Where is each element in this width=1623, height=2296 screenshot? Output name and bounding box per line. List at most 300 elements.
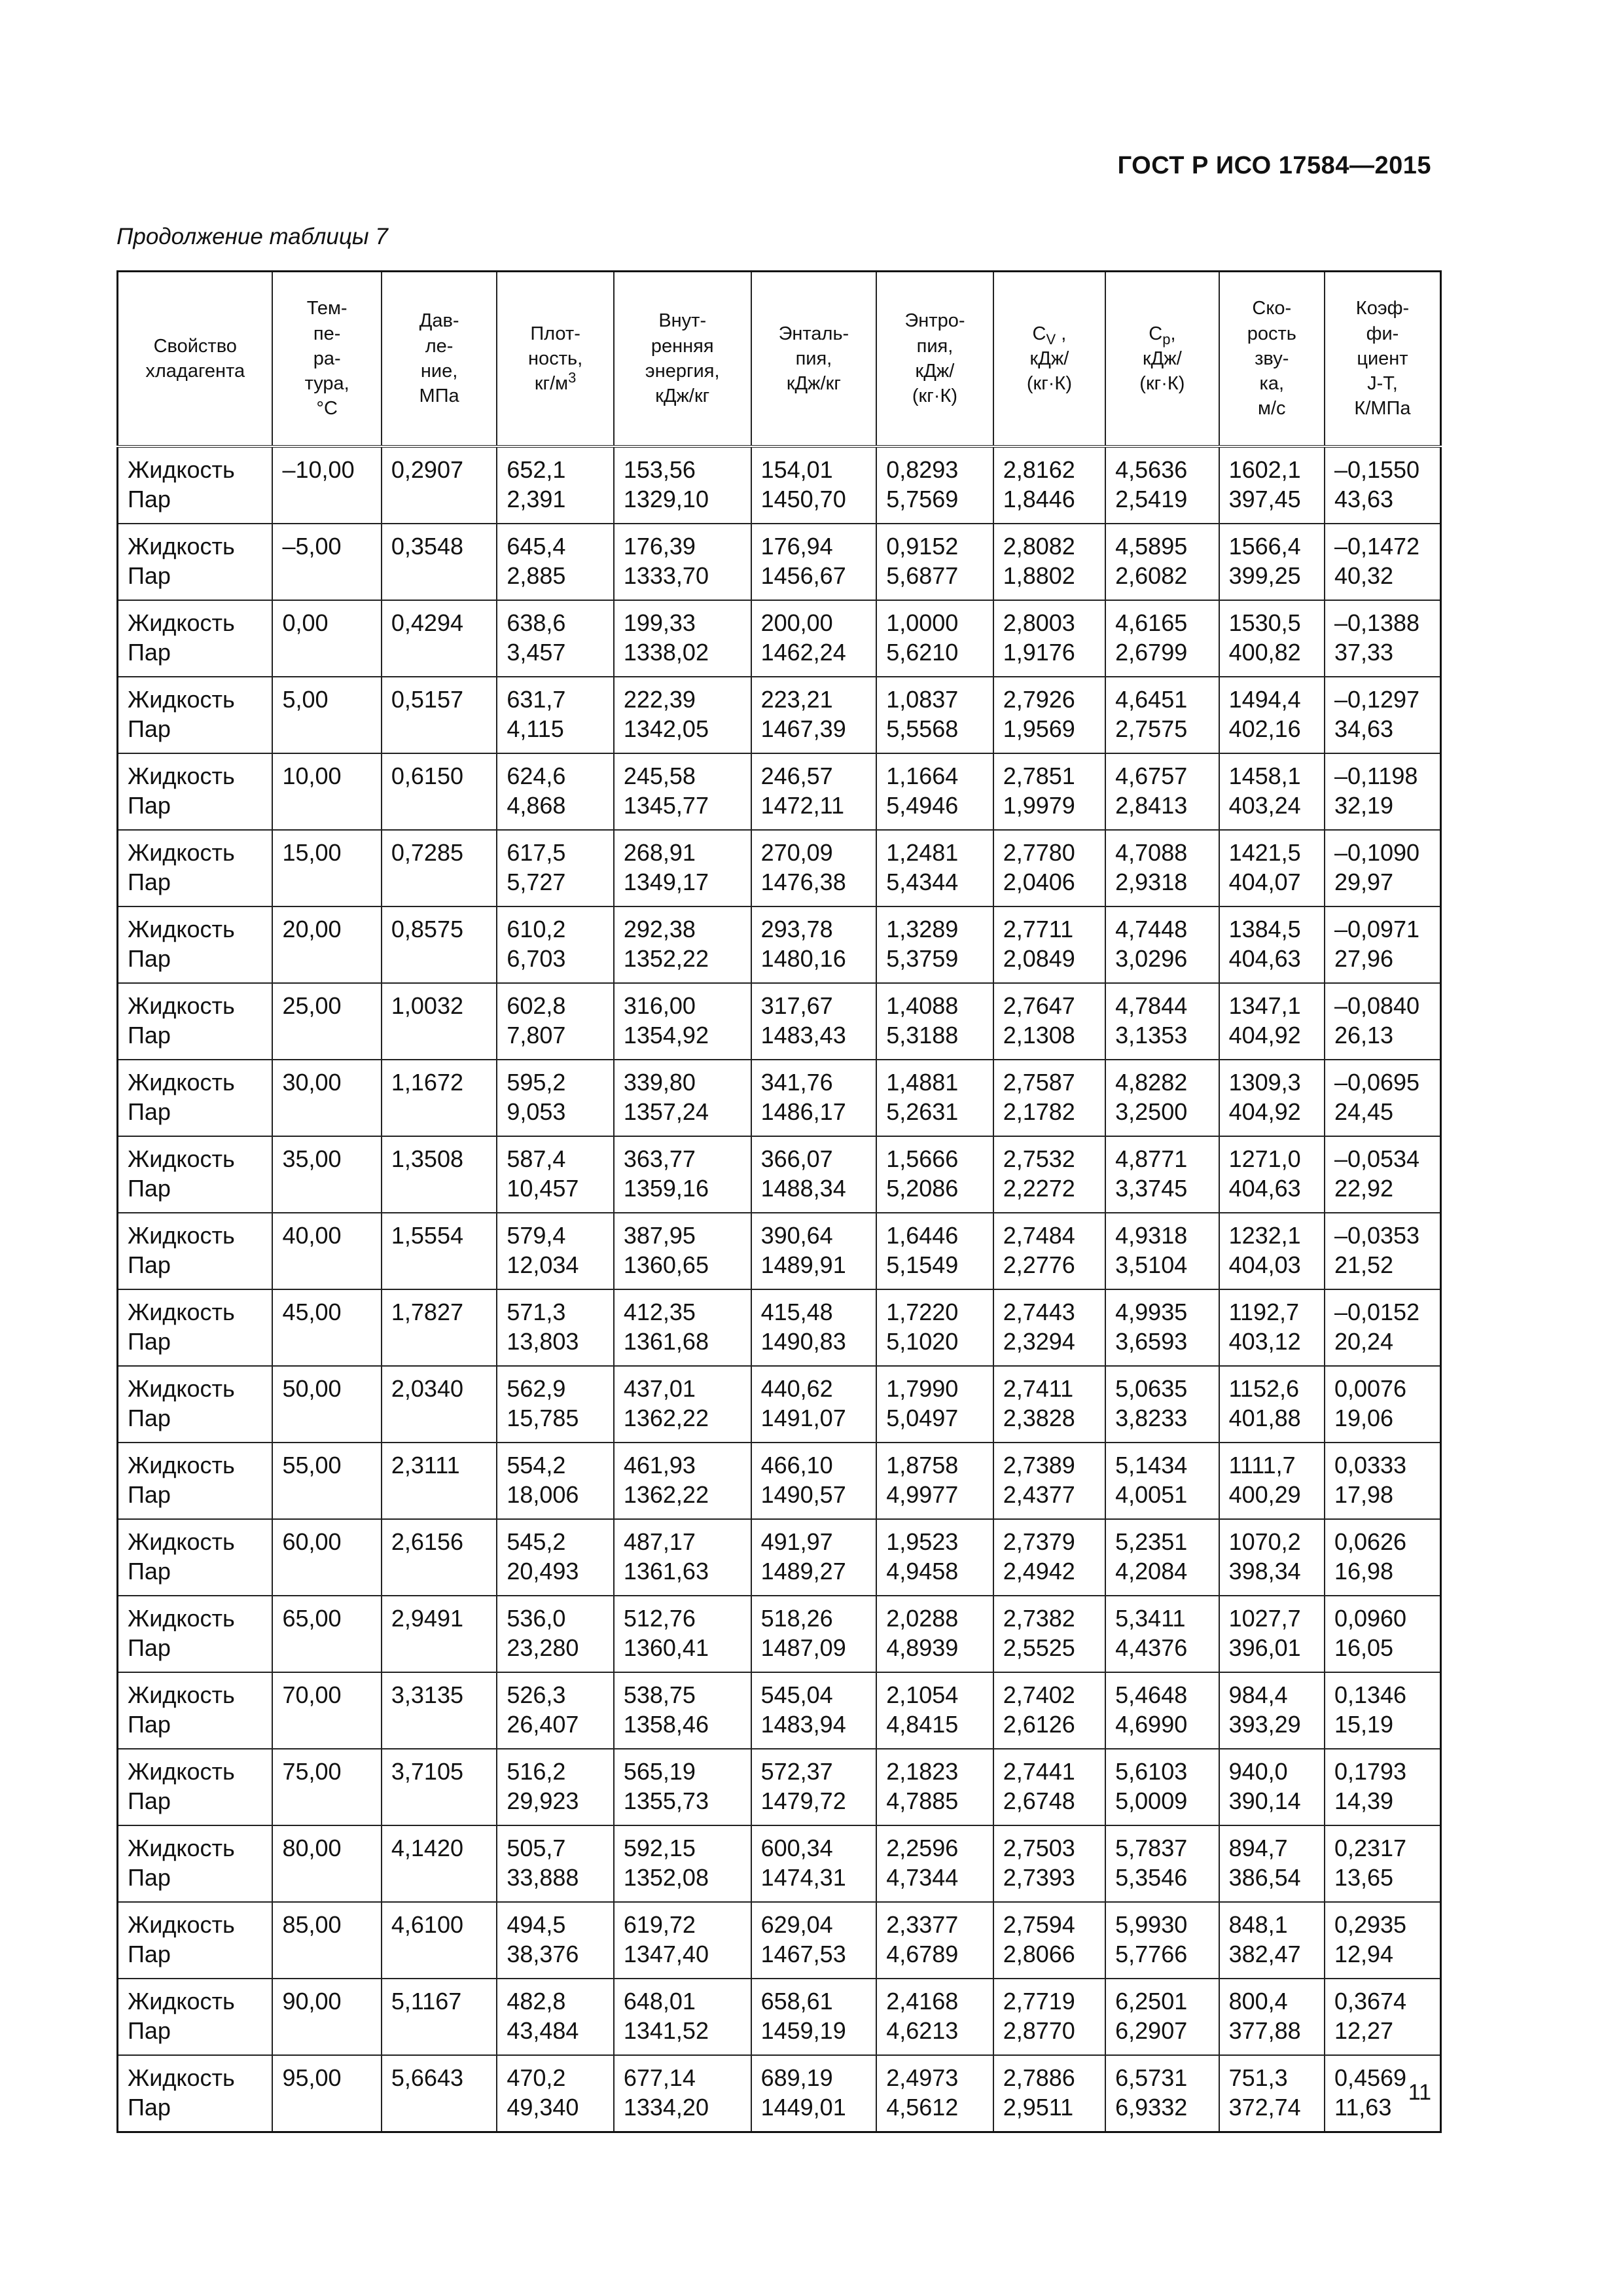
cell-internal-energy xyxy=(614,1672,751,1749)
value-vapor: 1483,43 xyxy=(760,1022,846,1049)
column-header-cv xyxy=(993,272,1105,447)
cell-cp xyxy=(1105,1825,1219,1902)
value-vapor: 1490,83 xyxy=(760,1328,846,1355)
value-liquid: 491,97 xyxy=(760,1528,833,1555)
value-liquid: 4,7844 xyxy=(1115,992,1188,1019)
value-liquid: 270,09 xyxy=(760,839,833,866)
value-vapor: 29,923 xyxy=(507,1787,579,1814)
value-vapor: 403,24 xyxy=(1228,792,1301,819)
value-liquid: 461,93 xyxy=(623,1452,696,1479)
cell-cp xyxy=(1105,677,1219,753)
column-symbol xyxy=(1109,321,1215,346)
cell-temperature: 80,00 xyxy=(272,1825,381,1902)
cell-property xyxy=(118,2055,273,2132)
value-vapor: 1472,11 xyxy=(760,792,845,819)
value-liquid: 1,7990 xyxy=(886,1375,959,1402)
value-liquid: 1530,5 xyxy=(1228,609,1301,636)
cell-temperature: –5,00 xyxy=(272,524,381,600)
cell-sound-speed xyxy=(1219,1902,1325,1979)
unit-line xyxy=(500,371,611,396)
value-vapor: 9,053 xyxy=(507,1098,566,1125)
cell-cv xyxy=(993,983,1105,1060)
header-line: тура, xyxy=(304,373,349,395)
label-vapor: Пар xyxy=(128,869,171,895)
value-liquid: 2,7851 xyxy=(1003,762,1075,789)
cell-sound-speed xyxy=(1219,906,1325,983)
cell-cv xyxy=(993,1213,1105,1289)
value-vapor: 5,2086 xyxy=(886,1175,959,1202)
value-vapor: 4,6213 xyxy=(886,2017,959,2044)
value-liquid: 1232,1 xyxy=(1228,1222,1301,1249)
cell-cp xyxy=(1105,983,1219,1060)
cell-property xyxy=(118,446,273,524)
cell-cv xyxy=(993,1060,1105,1136)
value-vapor: 393,29 xyxy=(1228,1711,1301,1738)
cell-internal-energy xyxy=(614,600,751,677)
value-liquid: 5,9930 xyxy=(1115,1911,1188,1938)
value-vapor: 1,9176 xyxy=(1003,639,1075,666)
cell-jt-coefficient xyxy=(1325,1596,1441,1672)
cell-density xyxy=(497,1672,614,1749)
value-liquid: 1,6446 xyxy=(886,1222,959,1249)
value-vapor: 1479,72 xyxy=(760,1787,846,1814)
cell-entropy xyxy=(876,1289,993,1366)
value-vapor: 14,39 xyxy=(1334,1787,1394,1814)
label-vapor: Пар xyxy=(128,562,171,589)
label-liquid: Жидкость xyxy=(128,1681,235,1708)
value-liquid: 1,4088 xyxy=(886,992,959,1019)
cell-internal-energy xyxy=(614,1213,751,1289)
header-line: Энтро- xyxy=(904,310,965,332)
value-liquid: 538,75 xyxy=(623,1681,696,1708)
value-liquid: 638,6 xyxy=(507,609,566,636)
cell-pressure: 1,5554 xyxy=(382,1213,497,1289)
cell-sound-speed xyxy=(1219,830,1325,906)
value-vapor: 19,06 xyxy=(1334,1405,1394,1431)
value-liquid: 4,6451 xyxy=(1115,686,1188,713)
cell-density xyxy=(497,1060,614,1136)
label-vapor: Пар xyxy=(128,1711,171,1738)
value-vapor: 1333,70 xyxy=(623,562,709,589)
label-liquid: Жидкость xyxy=(128,1452,235,1479)
cell-internal-energy xyxy=(614,1443,751,1519)
cell-entropy xyxy=(876,1596,993,1672)
value-liquid: –0,0840 xyxy=(1334,992,1420,1019)
value-vapor: 5,3759 xyxy=(886,945,959,972)
cell-temperature: 20,00 xyxy=(272,906,381,983)
label-liquid: Жидкость xyxy=(128,2064,235,2091)
cell-pressure: 2,6156 xyxy=(382,1519,497,1596)
value-liquid: 645,4 xyxy=(507,533,566,560)
value-vapor: 399,25 xyxy=(1228,562,1301,589)
cell-internal-energy xyxy=(614,524,751,600)
cell-sound-speed xyxy=(1219,1289,1325,1366)
value-liquid: 562,9 xyxy=(507,1375,566,1402)
value-vapor: 1489,91 xyxy=(760,1251,846,1278)
cell-sound-speed xyxy=(1219,1443,1325,1519)
value-liquid: 154,01 xyxy=(760,456,833,483)
value-vapor: 5,3188 xyxy=(886,1022,959,1049)
column-header-cp xyxy=(1105,272,1219,447)
value-liquid: 518,26 xyxy=(760,1605,833,1632)
value-liquid: 579,4 xyxy=(507,1222,566,1249)
label-vapor: Пар xyxy=(128,1787,171,1814)
cell-cp xyxy=(1105,1060,1219,1136)
value-vapor: 2,8413 xyxy=(1115,792,1188,819)
value-liquid: 1421,5 xyxy=(1228,839,1301,866)
value-liquid: 2,7443 xyxy=(1003,1299,1075,1325)
value-vapor: 32,19 xyxy=(1334,792,1394,819)
label-liquid: Жидкость xyxy=(128,1299,235,1325)
cell-density xyxy=(497,1979,614,2055)
label-liquid: Жидкость xyxy=(128,1069,235,1096)
header-line: циент xyxy=(1357,348,1408,369)
cell-temperature: 70,00 xyxy=(272,1672,381,1749)
value-vapor: 3,2500 xyxy=(1115,1098,1188,1125)
value-liquid: 199,33 xyxy=(623,609,696,636)
value-liquid: 440,62 xyxy=(760,1375,833,1402)
value-liquid: 0,0626 xyxy=(1334,1528,1407,1555)
value-liquid: 631,7 xyxy=(507,686,566,713)
value-liquid: 2,7379 xyxy=(1003,1528,1075,1555)
header-line: энергия, xyxy=(645,361,720,382)
value-vapor: 6,2907 xyxy=(1115,2017,1188,2044)
cell-cp xyxy=(1105,1366,1219,1443)
cell-sound-speed xyxy=(1219,1366,1325,1443)
cell-enthalpy xyxy=(751,600,877,677)
table-row xyxy=(118,1672,1441,1749)
cell-cv xyxy=(993,2055,1105,2132)
label-vapor: Пар xyxy=(128,1864,171,1891)
value-liquid: 292,38 xyxy=(623,916,696,942)
cell-property xyxy=(118,1672,273,1749)
value-vapor: 22,92 xyxy=(1334,1175,1394,1202)
cell-cp xyxy=(1105,1213,1219,1289)
table-row xyxy=(118,1060,1441,1136)
value-liquid: 894,7 xyxy=(1228,1835,1288,1861)
value-vapor: 5,6877 xyxy=(886,562,959,589)
header-line: К/МПа xyxy=(1354,398,1411,420)
column-header-jt_coefficient xyxy=(1325,272,1441,447)
cell-internal-energy xyxy=(614,906,751,983)
value-liquid: 4,9318 xyxy=(1115,1222,1188,1249)
cell-entropy xyxy=(876,600,993,677)
cell-density xyxy=(497,830,614,906)
value-vapor: 1334,20 xyxy=(623,2094,709,2121)
column-header-pressure xyxy=(382,272,497,447)
cell-property xyxy=(118,983,273,1060)
value-liquid: 223,21 xyxy=(760,686,833,713)
cell-internal-energy xyxy=(614,1136,751,1213)
cell-cv xyxy=(993,830,1105,906)
cell-property xyxy=(118,1596,273,1672)
label-liquid: Жидкость xyxy=(128,533,235,560)
value-vapor: 1462,24 xyxy=(760,639,846,666)
cell-cv xyxy=(993,1749,1105,1825)
cell-cp xyxy=(1105,906,1219,983)
label-liquid: Жидкость xyxy=(128,762,235,789)
header-line: рость xyxy=(1247,323,1296,344)
value-liquid: –0,1550 xyxy=(1334,456,1420,483)
value-liquid: 470,2 xyxy=(507,2064,566,2091)
value-liquid: 1027,7 xyxy=(1228,1605,1301,1632)
table-row xyxy=(118,1519,1441,1596)
value-liquid: 526,3 xyxy=(507,1681,566,1708)
value-vapor: 1449,01 xyxy=(760,2094,846,2121)
value-vapor: 4,5612 xyxy=(886,2094,959,2121)
value-vapor: 1349,17 xyxy=(623,869,709,895)
value-liquid: 1347,1 xyxy=(1228,992,1301,1019)
cell-jt-coefficient xyxy=(1325,1136,1441,1213)
cell-pressure: 2,0340 xyxy=(382,1366,497,1443)
value-liquid: 505,7 xyxy=(507,1835,566,1861)
table-row xyxy=(118,1825,1441,1902)
value-liquid: 545,2 xyxy=(507,1528,566,1555)
value-vapor: 1,8446 xyxy=(1003,486,1075,512)
value-vapor: 1474,31 xyxy=(760,1864,846,1891)
cell-density xyxy=(497,524,614,600)
cell-property xyxy=(118,1902,273,1979)
cell-cv xyxy=(993,1979,1105,2055)
value-liquid: 1,1664 xyxy=(886,762,959,789)
value-liquid: 2,7886 xyxy=(1003,2064,1075,2091)
cell-sound-speed xyxy=(1219,1519,1325,1596)
cell-jt-coefficient xyxy=(1325,524,1441,600)
value-liquid: 4,7088 xyxy=(1115,839,1188,866)
value-liquid: 6,5731 xyxy=(1115,2064,1188,2091)
value-vapor: 404,63 xyxy=(1228,1175,1301,1202)
value-vapor: 2,3828 xyxy=(1003,1405,1075,1431)
value-vapor: 2,6082 xyxy=(1115,562,1188,589)
cell-internal-energy xyxy=(614,1902,751,1979)
cell-sound-speed xyxy=(1219,1979,1325,2055)
value-vapor: 2,0406 xyxy=(1003,869,1075,895)
table-row xyxy=(118,1902,1441,1979)
value-liquid: 571,3 xyxy=(507,1299,566,1325)
value-vapor: 1491,07 xyxy=(760,1405,846,1431)
label-vapor: Пар xyxy=(128,945,171,972)
label-liquid: Жидкость xyxy=(128,1835,235,1861)
cell-property xyxy=(118,1289,273,1366)
cell-enthalpy xyxy=(751,677,877,753)
value-vapor: 5,727 xyxy=(507,869,566,895)
cell-property xyxy=(118,1213,273,1289)
value-liquid: 595,2 xyxy=(507,1069,566,1096)
header-line: (кг·К) xyxy=(1139,373,1185,395)
value-liquid: 565,19 xyxy=(623,1758,696,1785)
value-vapor: 1483,94 xyxy=(760,1711,846,1738)
cell-entropy xyxy=(876,830,993,906)
value-liquid: 2,7587 xyxy=(1003,1069,1075,1096)
cell-cv xyxy=(993,1596,1105,1672)
value-liquid: 5,1434 xyxy=(1115,1452,1188,1479)
cell-enthalpy xyxy=(751,1749,877,1825)
value-liquid: 317,67 xyxy=(760,992,833,1019)
cell-pressure: 1,7827 xyxy=(382,1289,497,1366)
cell-temperature: 35,00 xyxy=(272,1136,381,1213)
cell-enthalpy xyxy=(751,1136,877,1213)
cell-pressure: 5,1167 xyxy=(382,1979,497,2055)
value-vapor: 382,47 xyxy=(1228,1941,1301,1967)
value-vapor: 1345,77 xyxy=(623,792,709,819)
cell-internal-energy xyxy=(614,830,751,906)
cell-property xyxy=(118,677,273,753)
value-vapor: 49,340 xyxy=(507,2094,579,2121)
cell-property xyxy=(118,1443,273,1519)
cell-entropy xyxy=(876,1672,993,1749)
cell-density xyxy=(497,1213,614,1289)
value-vapor: 2,6748 xyxy=(1003,1787,1075,1814)
header-line: °C xyxy=(316,398,338,420)
value-vapor: 37,33 xyxy=(1334,639,1394,666)
cell-pressure: 0,5157 xyxy=(382,677,497,753)
cell-internal-energy xyxy=(614,1060,751,1136)
label-liquid: Жидкость xyxy=(128,1988,235,2015)
value-liquid: 587,4 xyxy=(507,1145,566,1172)
value-vapor: 1487,09 xyxy=(760,1634,846,1661)
value-liquid: –0,1297 xyxy=(1334,686,1420,713)
value-liquid: 1152,6 xyxy=(1228,1375,1300,1402)
value-liquid: 1,7220 xyxy=(886,1299,959,1325)
value-vapor: 5,5568 xyxy=(886,715,959,742)
header-line: ние, xyxy=(420,361,458,382)
value-vapor: 4,7885 xyxy=(886,1787,959,1814)
value-vapor: 12,27 xyxy=(1334,2017,1394,2044)
value-liquid: 4,5636 xyxy=(1115,456,1188,483)
column-header-enthalpy xyxy=(751,272,877,447)
value-liquid: 0,0333 xyxy=(1334,1452,1407,1479)
value-liquid: –0,0695 xyxy=(1334,1069,1420,1096)
header-line: Дав- xyxy=(419,310,459,332)
value-vapor: 386,54 xyxy=(1228,1864,1301,1891)
cell-entropy xyxy=(876,1366,993,1443)
cell-sound-speed xyxy=(1219,2055,1325,2132)
table-row xyxy=(118,1213,1441,1289)
cell-sound-speed xyxy=(1219,983,1325,1060)
value-vapor: 1347,40 xyxy=(623,1941,709,1967)
cell-density xyxy=(497,446,614,524)
label-vapor: Пар xyxy=(128,715,171,742)
value-liquid: 466,10 xyxy=(760,1452,833,1479)
cell-cp xyxy=(1105,446,1219,524)
value-vapor: 1467,39 xyxy=(760,715,846,742)
cell-property xyxy=(118,753,273,830)
value-vapor: 4,2084 xyxy=(1115,1558,1188,1585)
value-liquid: 341,76 xyxy=(760,1069,833,1096)
table-row xyxy=(118,1366,1441,1443)
value-vapor: 2,2776 xyxy=(1003,1251,1075,1278)
value-liquid: 4,6165 xyxy=(1115,609,1188,636)
value-vapor: 4,8415 xyxy=(886,1711,959,1738)
cell-density xyxy=(497,600,614,677)
label-vapor: Пар xyxy=(128,1941,171,1967)
cell-temperature: 10,00 xyxy=(272,753,381,830)
value-vapor: 402,16 xyxy=(1228,715,1301,742)
cell-jt-coefficient xyxy=(1325,1519,1441,1596)
value-liquid: 617,5 xyxy=(507,839,566,866)
cell-entropy xyxy=(876,1213,993,1289)
cell-property xyxy=(118,1136,273,1213)
value-vapor: 6,9332 xyxy=(1115,2094,1188,2121)
value-vapor: 40,32 xyxy=(1334,562,1394,589)
cell-density xyxy=(497,1289,614,1366)
cell-jt-coefficient xyxy=(1325,677,1441,753)
cell-entropy xyxy=(876,524,993,600)
value-vapor: 1362,22 xyxy=(623,1481,709,1508)
label-liquid: Жидкость xyxy=(128,1145,235,1172)
table-row xyxy=(118,753,1441,830)
value-vapor: 5,1549 xyxy=(886,1251,959,1278)
value-vapor: 1456,67 xyxy=(760,562,846,589)
value-vapor: 5,4946 xyxy=(886,792,959,819)
value-vapor: 1362,22 xyxy=(623,1405,709,1431)
cell-temperature: 40,00 xyxy=(272,1213,381,1289)
cell-pressure: 4,6100 xyxy=(382,1902,497,1979)
cell-density xyxy=(497,753,614,830)
table-row xyxy=(118,1289,1441,1366)
cell-enthalpy xyxy=(751,753,877,830)
header-line: хладагента xyxy=(145,361,245,382)
value-liquid: 1070,2 xyxy=(1228,1528,1301,1555)
value-liquid: 516,2 xyxy=(507,1758,566,1785)
value-vapor: 12,034 xyxy=(507,1251,579,1278)
label-liquid: Жидкость xyxy=(128,916,235,942)
value-liquid: 4,6757 xyxy=(1115,762,1188,789)
header-line: кДж/ xyxy=(1029,348,1069,369)
value-liquid: 2,7402 xyxy=(1003,1681,1075,1708)
cell-cp xyxy=(1105,1749,1219,1825)
cell-entropy xyxy=(876,1902,993,1979)
value-liquid: 2,1823 xyxy=(886,1758,959,1785)
value-vapor: 5,6210 xyxy=(886,639,959,666)
value-liquid: 2,0288 xyxy=(886,1605,959,1632)
value-vapor: 396,01 xyxy=(1228,1634,1301,1661)
value-liquid: 1566,4 xyxy=(1228,533,1301,560)
value-liquid: 2,7719 xyxy=(1003,1988,1075,2015)
cell-cp xyxy=(1105,1596,1219,1672)
value-vapor: 5,2631 xyxy=(886,1098,959,1125)
cell-pressure: 1,1672 xyxy=(382,1060,497,1136)
value-vapor: 5,1020 xyxy=(886,1328,959,1355)
cell-jt-coefficient xyxy=(1325,1289,1441,1366)
value-liquid: –0,0971 xyxy=(1334,916,1420,942)
value-vapor: 11,63 xyxy=(1334,2094,1392,2121)
header-line: кДж/кг xyxy=(655,386,710,407)
value-liquid: 592,15 xyxy=(623,1835,696,1861)
label-liquid: Жидкость xyxy=(128,456,235,483)
cell-temperature: 65,00 xyxy=(272,1596,381,1672)
cell-entropy xyxy=(876,1749,993,1825)
cell-pressure: 5,6643 xyxy=(382,2055,497,2132)
value-liquid: 487,17 xyxy=(623,1528,696,1555)
header-line: ле- xyxy=(425,335,454,357)
value-vapor: 3,6593 xyxy=(1115,1328,1188,1355)
value-liquid: 984,4 xyxy=(1228,1681,1288,1708)
cell-pressure: 0,6150 xyxy=(382,753,497,830)
cell-density xyxy=(497,1136,614,1213)
value-liquid: 5,6103 xyxy=(1115,1758,1188,1785)
column-header-entropy xyxy=(876,272,993,447)
value-liquid: 415,48 xyxy=(760,1299,833,1325)
header-line: пия, xyxy=(795,348,832,369)
cell-property xyxy=(118,1979,273,2055)
value-liquid: 0,2935 xyxy=(1334,1911,1407,1938)
value-liquid: 572,37 xyxy=(760,1758,833,1785)
cell-entropy xyxy=(876,753,993,830)
value-vapor: 5,7569 xyxy=(886,486,959,512)
value-liquid: –0,1198 xyxy=(1334,762,1418,789)
value-liquid: 1,9523 xyxy=(886,1528,959,1555)
